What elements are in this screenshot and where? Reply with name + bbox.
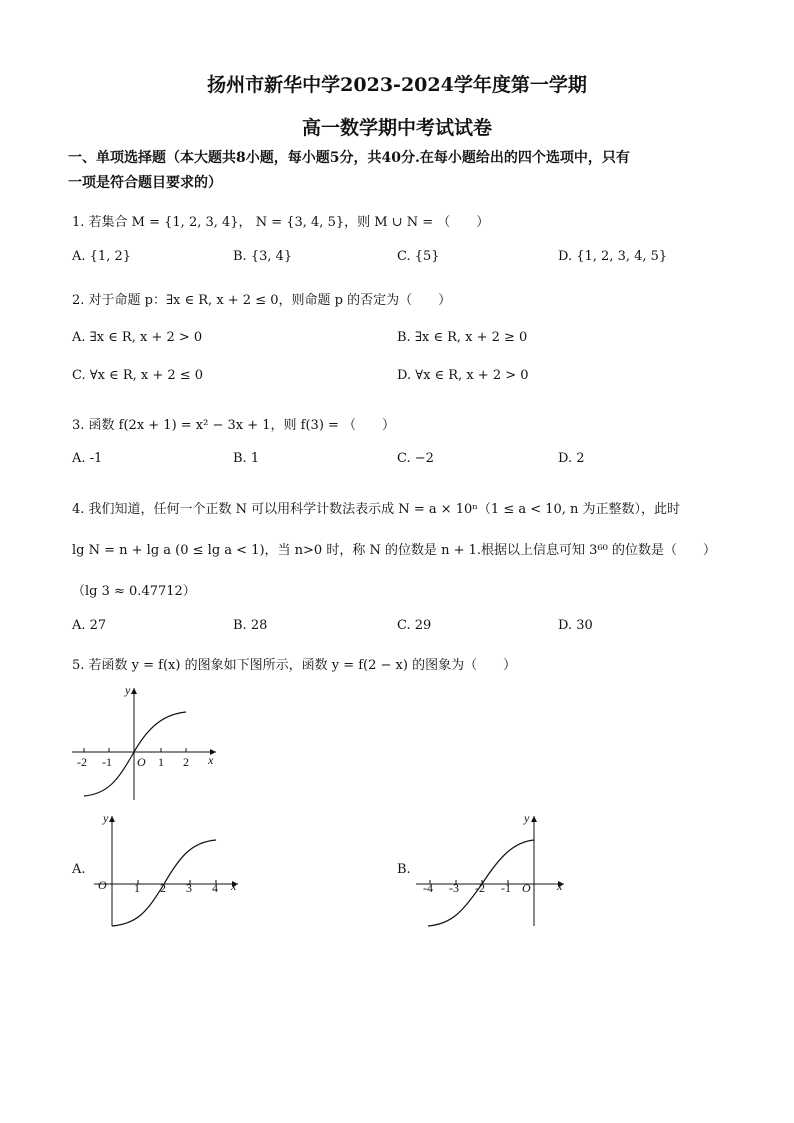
exam-title: 扬州市新华中学2023-2024学年度第一学期 — [207, 74, 587, 96]
tick-label: 1 — [134, 881, 140, 895]
tick-label: 3 — [186, 881, 192, 895]
q4-option-d: D. 30 — [558, 618, 593, 633]
q3-option-a: A. -1 — [72, 451, 103, 466]
x-axis-label: x — [557, 879, 563, 893]
q4-option-a: A. 27 — [72, 618, 107, 633]
q4-line3: （lg 3 ≈ 0.47712） — [72, 584, 196, 599]
curve — [84, 712, 186, 796]
graph-option-b — [414, 812, 574, 930]
q2-option-a: A. ∃x ∈ R, x + 2 > 0 — [72, 330, 203, 345]
tick-label: 2 — [160, 881, 166, 895]
q3-option-b: B. 1 — [233, 451, 260, 466]
q4-option-c: C. 29 — [397, 618, 432, 633]
graph-f-of-x — [68, 682, 228, 804]
x-axis-label: x — [208, 753, 214, 767]
y-axis-label: y — [125, 683, 131, 697]
q4-line1: 4. 我们知道，任何一个正数 N 可以用科学计数法表示成 N = a × 10ⁿ（1 ≤ a < 10, n 为正整数），此时 — [72, 502, 681, 517]
q1-option-c: C. {5} — [397, 249, 440, 264]
q2-option-c: C. ∀x ∈ R, x + 2 ≤ 0 — [72, 368, 204, 383]
q5-option-a-label: A. — [72, 862, 86, 877]
tick-label: -1 — [102, 755, 112, 769]
origin-label: O — [522, 881, 531, 895]
tick-label: 2 — [183, 755, 189, 769]
section-heading-line2: 一项是符合题目要求的） — [68, 175, 222, 191]
tick-label: 1 — [158, 755, 164, 769]
section-heading-line1: 一、单项选择题（本大题共8小题，每小题5分，共40分.在每小题给出的四个选项中，只有 — [68, 150, 630, 166]
q4-option-b: B. 28 — [233, 618, 268, 633]
q1-option-a: A. {1, 2} — [72, 249, 132, 264]
tick-label: -4 — [423, 881, 433, 895]
tick-label: -3 — [449, 881, 459, 895]
q1-option-b: B. {3, 4} — [233, 249, 293, 264]
q1-option-d: D. {1, 2, 3, 4, 5} — [558, 249, 668, 264]
tick-label: 4 — [212, 881, 218, 895]
q2-option-d: D. ∀x ∈ R, x + 2 > 0 — [397, 368, 529, 383]
tick-label: -2 — [475, 881, 485, 895]
q2-stem: 2. 对于命题 p：∃x ∈ R, x + 2 ≤ 0，则命题 p 的否定为（ ） — [72, 293, 452, 308]
q1-stem: 1. 若集合 M = {1, 2, 3, 4}， N = {3, 4, 5}，则 M ∪ N = （ ） — [72, 215, 490, 230]
q2-option-b: B. ∃x ∈ R, x + 2 ≥ 0 — [397, 330, 528, 345]
exam-subtitle: 高一数学期中考试试卷 — [301, 117, 492, 139]
q3-stem: 3. 函数 f(2x + 1) = x² − 3x + 1，则 f(3) = （ ） — [72, 418, 396, 433]
q3-option-c: C. −2 — [397, 451, 434, 466]
q3-option-d: D. 2 — [558, 451, 585, 466]
origin-label: O — [137, 755, 146, 769]
x-axis-label: x — [231, 879, 237, 893]
q5-stem: 5. 若函数 y = f(x) 的图象如下图所示，函数 y = f(2 − x) 的图象为（ ） — [72, 658, 517, 673]
graph-option-a — [92, 812, 252, 930]
q5-option-b-label: B. — [397, 862, 411, 877]
y-axis-label: y — [524, 812, 530, 825]
y-axis-label: y — [103, 812, 109, 825]
q4-line2: lg N = n + lg a (0 ≤ lg a < 1)，当 n>0 时，称 N 的位数是 n + 1.根据以上信息可知 3⁶⁰ 的位数是（ ） — [72, 543, 716, 558]
origin-label: O — [98, 878, 107, 892]
tick-label: -2 — [77, 755, 87, 769]
tick-label: -1 — [501, 881, 511, 895]
